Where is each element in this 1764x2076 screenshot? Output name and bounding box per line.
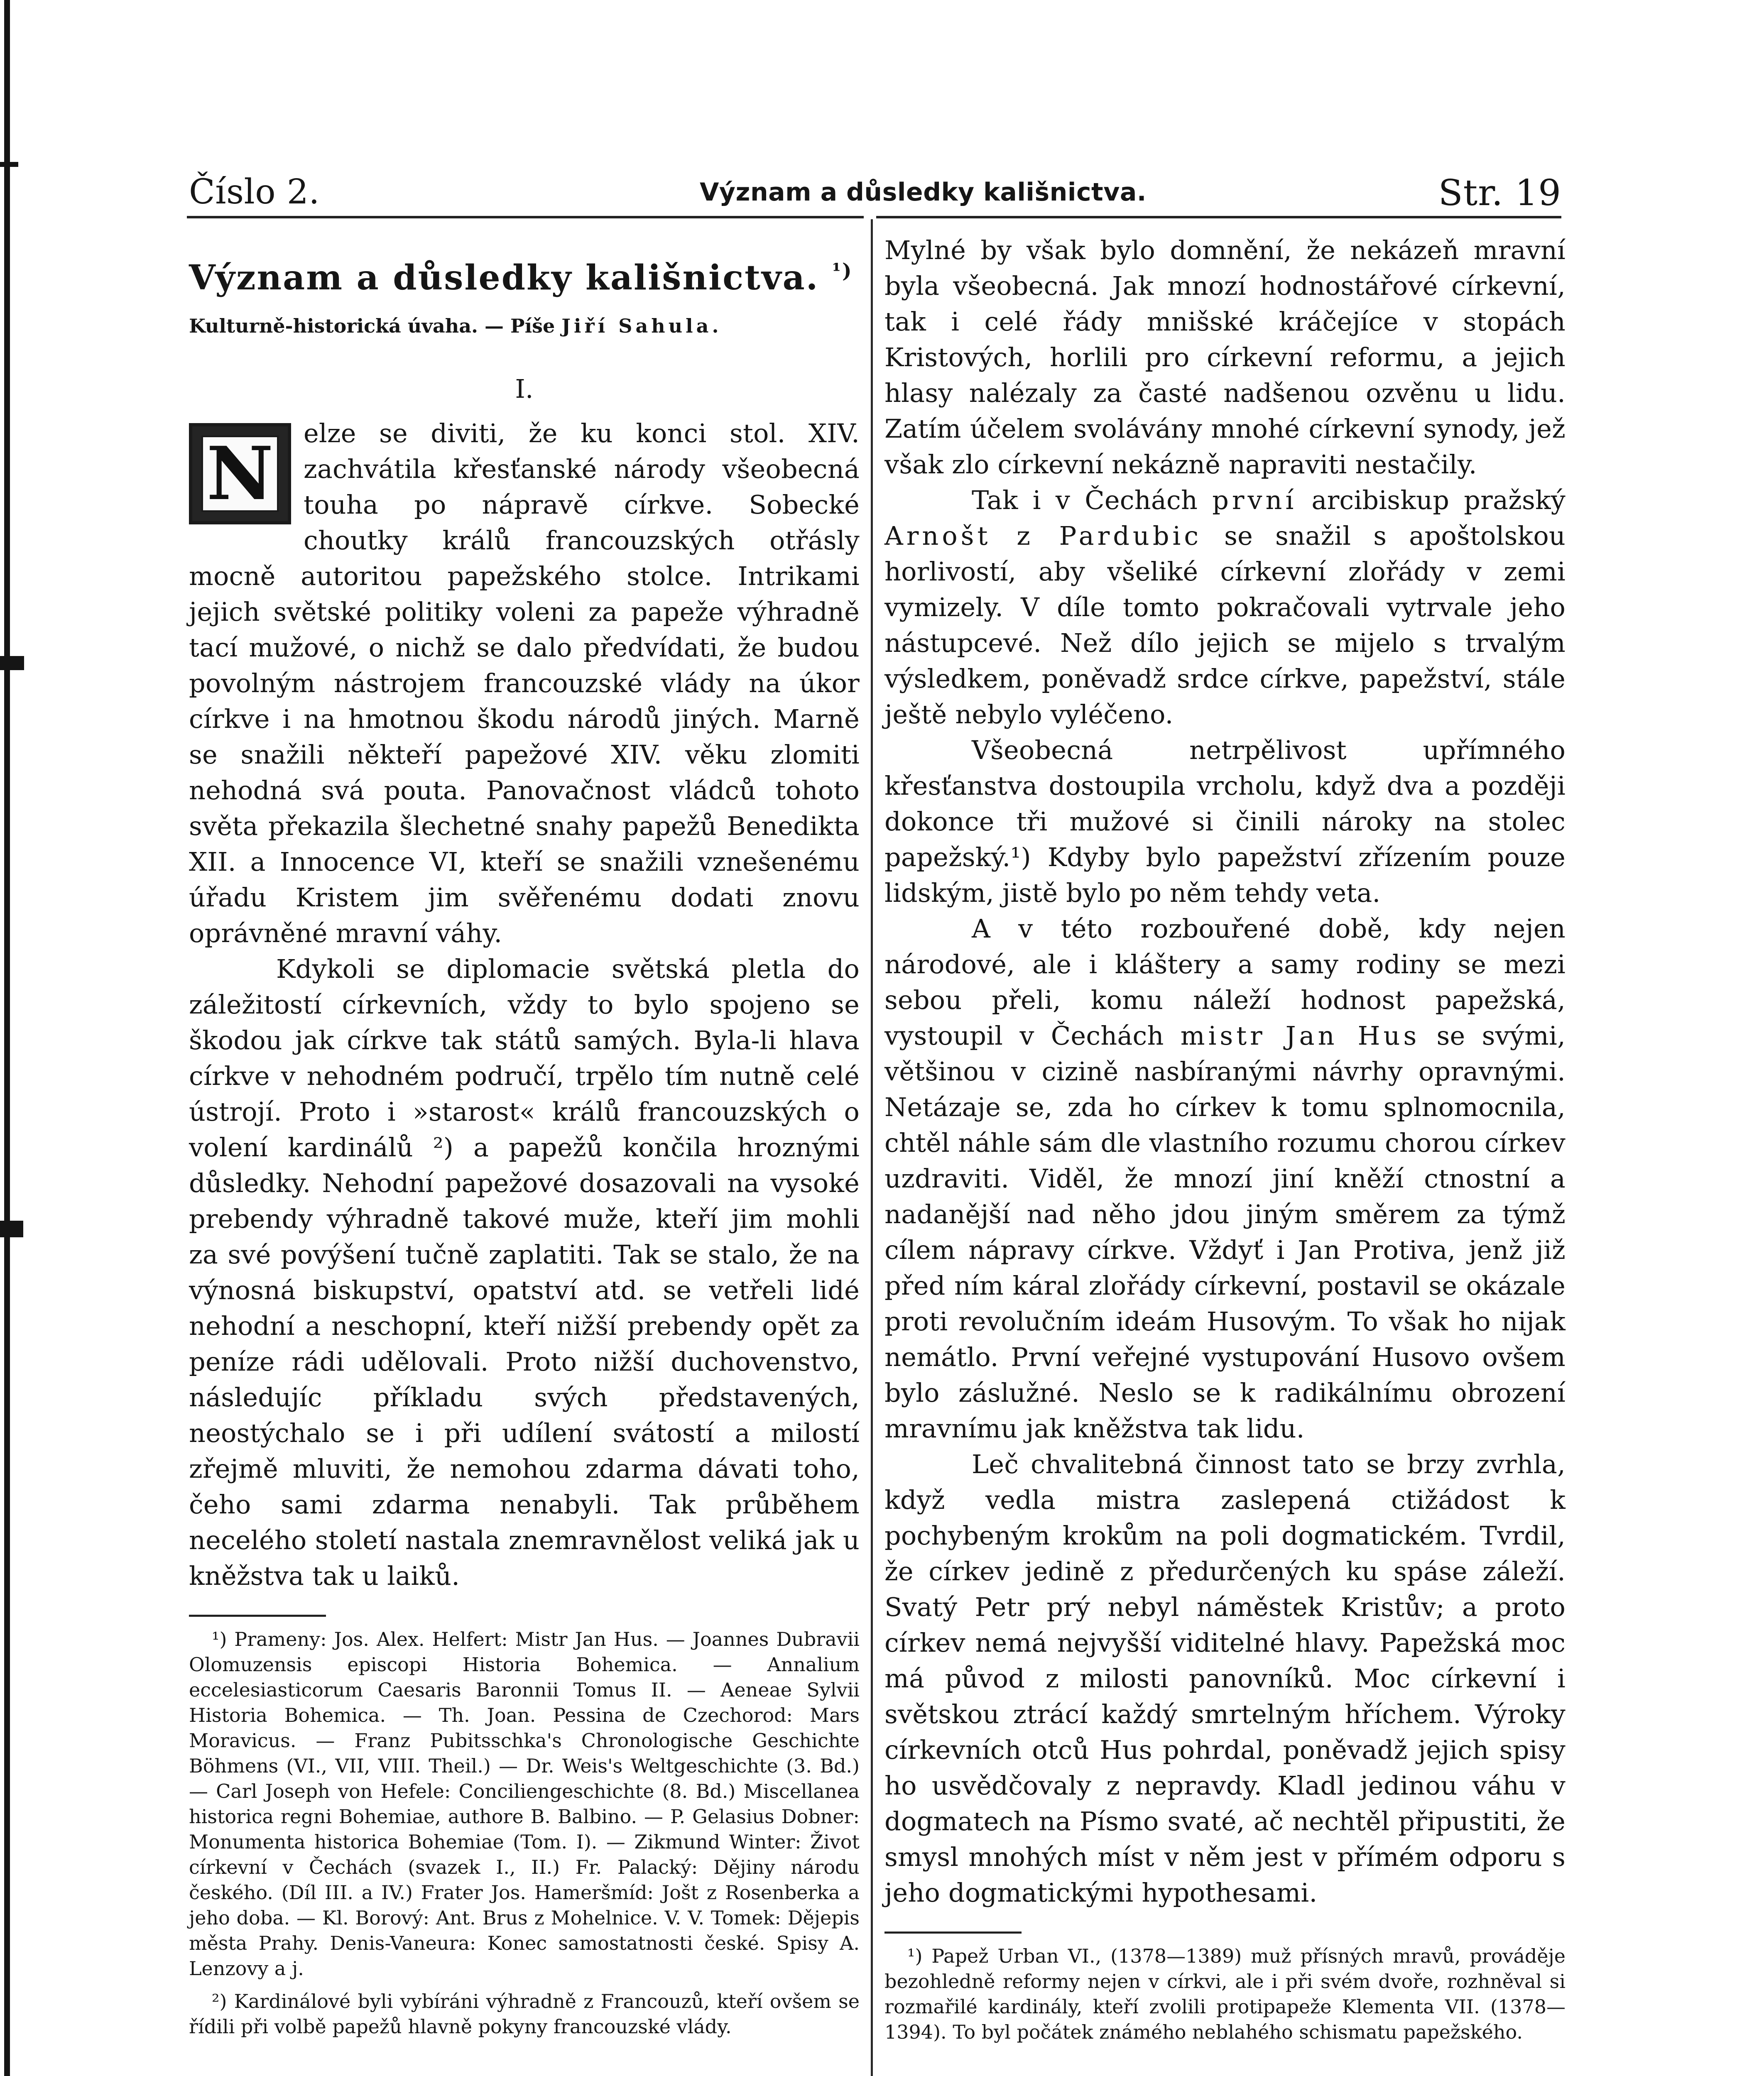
footnote-rule (884, 1932, 1022, 1934)
paragraph (189, 416, 860, 951)
footnote: ¹) Papež Urban VI., (1378—1389) muž přísných mravů, prováděje bezohledně reformy nejen v církvi, ale i při svém dvoře, rozhněval si rozmařilé kardinály, kteří zvolili protipapeže Klementa VII. (1378—1394). To byl počátek známého neblahého schismatu papežského. (884, 1945, 1566, 2043)
drop-cap-initial (189, 423, 291, 524)
byline (189, 315, 860, 337)
paragraph (884, 911, 1566, 1447)
paragraph-text: Tak i v Čechách (972, 485, 1213, 515)
column-divider (871, 219, 873, 2076)
byline-suffix: . (712, 315, 719, 338)
header-rule-right (876, 216, 1561, 218)
article-title-text: Význam a důsledky kališnictva. (189, 258, 819, 298)
footnote-rule (189, 1615, 326, 1617)
drop-cap-letter: N (201, 436, 279, 512)
paragraph-text: se svými, většinou v cizině nasbíranými návrhy opravnými. Netázaje se, zda ho církev k tomu splnomocnila, chtěl náhle sám dle vlastního rozumu chorou církev uzdraviti. Viděl, že mnozí jiní kněží ctnostní a nadanější nad něho jdou jiným směrem za týmž cílem nápravy církve. Vždyť i Jan Protiva, jenž již před ním káral zlořády církevní, postavil se okázale proti revolučním ideám Husovým. To však ho nijak nemátlo. První veřejné vystupování Husovo ovšem bylo záslužné. Neslo se k radikálnímu obrození mravnímu jak kněžstva tak lidu. (884, 1021, 1566, 1444)
paragraph: Kdykoli se diplomacie světská pletla do záležitostí církevních, vždy to bylo spojeno se škodou jak církve tak států samých. Byla-li hlava církve v nehodném područí, trpělo tím nutně celé ústrojí. Proto i »starost« králů francouzských o volení kardinálů ²) a papežů končila hroznými důsledky. Nehodní papežové dosazovali na vysoké prebendy výhradně takové muže, kteří jim mohli za své povýšení tučně zaplatiti. Tak se stalo, že na výnosná biskupství, opatství atd. se vetřeli lidé nehodní a neschopní, kteří nižší prebendy opět za peníze rádi udělovali. Proto nižší duchovenstvo, následujíc příkladu svých představených, neostýchalo se i při udílení svátostí a milostí zřejmě mluviti, že nemohou zdarma dávati toho, čeho sami zdarma nenabyli. Tak průběhem necelého století nastala znemravnělost veliká jak u kněžstva tak u laiků. (189, 954, 860, 1591)
running-title: Význam a důsledky kališnictva. (700, 178, 1147, 207)
person-name: mistr Jan Hus (1180, 1021, 1420, 1051)
edge-mark (0, 656, 24, 670)
paragraph-text: arcibiskup pražský (1297, 485, 1566, 515)
paragraph: Leč chvalitebná činnost tato se brzy zvrhla, když vedla mistra zaslepená ctižádost k pochybeným krokům na poli dogmatickém. Tvrdil, že církev jedině z předurčených ku spáse záleží. Svatý Petr prý nebyl náměstek Kristův; a proto církev nemá nejvyšší viditelné hlavy. Papežská moc má původ z milosti panovníků. Moc církevní i světskou ztrácí každý smrtelným hříchem. Výroky církevních otců Hus pohrdal, poněvadž jejich spisy ho usvědčovaly z nepravdy. Kladl jedinou váhu v dogmatech na Písmo svaté, ač nechtěl připustiti, že smysl mnohých míst v něm jest v přímém odporu s jeho dogmatickými hypothesami. (884, 1449, 1566, 1908)
page-edge (4, 0, 10, 2076)
emphasis-text: první (1212, 485, 1297, 515)
paragraph: Všeobecná netrpělivost upřímného křesťanstva dostoupila vrcholu, když dva a později dokonce tři mužové si činili nároky na stolec papežský.¹) Kdyby bylo papežství zřízením pouze lidským, jistě bylo po něm tehdy veta. (884, 735, 1566, 908)
footnote: ²) Kardinálové byli vybíráni výhradně z Francouzů, kteří ovšem se řídili při volbě papežů hlavně pokyny francouzské vlády. (189, 1990, 860, 2038)
edge-mark (0, 1221, 23, 1237)
author-name: Jiří Sahula (561, 315, 712, 338)
edge-mark (0, 162, 18, 167)
paragraph-text: elze se diviti, že ku konci stol. XIV. zachvátila křesťanské národy všeobecná touha po nápravě církve. Sobecké choutky králů francouzských otřásly mocně autoritou papežského stolce. Intrikami jejich světské politiky voleni za papeže výhradně tací mužové, o nichž se dalo předvídati, že budou povolným nástrojem francouzské vlády na úkor církve i na hmotnou škodu národů jiných. Marně se snažili někteří papežové XIV. věku zlomiti nehodná svá pouta. Panovačnost vládců tohoto světa překazila šlechetné snahy papežů Benedikta XII. a Innocence VI, kteří se snažili vznešenému úřadu Kristem jim svěřenému dodati znovu oprávněné mravní váhy. (189, 418, 860, 949)
paragraph (884, 482, 1566, 732)
section-number: I. (515, 374, 534, 404)
right-column (884, 233, 1566, 2045)
left-column (189, 233, 860, 2039)
title-footnote-mark: ¹) (832, 259, 853, 283)
paragraph-text: A v této rozbouřené době, kdy nejen národové, ale i kláštery a samy rodiny se mezi sebou přeli, komu náleží hodnost papežská, vystoupil v Čechách (884, 913, 1566, 1051)
page-number: Str. 19 (1438, 172, 1561, 214)
footnote: ¹) Prameny: Jos. Alex. Helfert: Mistr Jan Hus. — Joannes Dubravii Olomuzensis episcopi Historia Bohemica. — Annalium eccelesiasticorum Caesaris Baronnii Tomus II. — Aeneae Sylvii Historia Bohemica. — Th. Joan. Pessina de Czechorod: Mars Moravicus. — Franz Pubitsschka's Chronologische Geschichte Böhmens (VI., VII, VIII. Theil.) — Dr. Weis's Weltgeschichte (3. Bd.) — Carl Joseph von Hefele: Conciliengeschichte (8. Bd.) Miscellanea historica regni Bohemiae, authore B. Balbino. — P. Gelasius Dobner: Monumenta historica Bohemiae (Tom. I). — Zikmund Winter: Život církevní v Čechách (svazek I., II.) Fr. Palacký: Dějiny národu českého. (Díl III. a IV.) Frater Jos. Hameršmíd: Jošt z Rosenberka a jeho doba. — Kl. Borový: Ant. Brus z Mohelnice. V. V. Tomek: Dějepis města Prahy. Denis-Vaneura: Konec samostatnosti české. Spisy A. Lenzovy a j. (189, 1628, 860, 1980)
byline-prefix: Kulturně-historická úvaha. — Píše (189, 315, 562, 338)
issue-number: Číslo 2. (189, 172, 320, 212)
paragraph-text: se snažil s apoštolskou horlivostí, aby všeliké církevní zlořády v zemi vymizely. V díle tomto pokračovali vytrvale jeho nástupcevé. Než dílo jejich se mijelo s trvalým výsledkem, poněvadž srdce církve, papežství, stále ještě nebylo vyléčeno. (884, 521, 1566, 730)
person-name: Arnošt z Pardubic (884, 521, 1202, 551)
article-title (189, 257, 860, 298)
paragraph: Mylné by však bylo domnění, že nekázeň mravní byla všeobecná. Jak mnozí hodnostářové církevní, tak i celé řády mnišské kráčejíce v stopách Kristových, horlili pro církevní reformu, a jejich hlasy nalézaly za časté nadšenou ozvěnu u lidu. Zatím účelem svolávány mnohé církevní synody, jež však zlo církevní nekázně napraviti nestačily. (884, 235, 1566, 480)
running-header (189, 162, 1561, 220)
header-rule-left (187, 216, 864, 218)
